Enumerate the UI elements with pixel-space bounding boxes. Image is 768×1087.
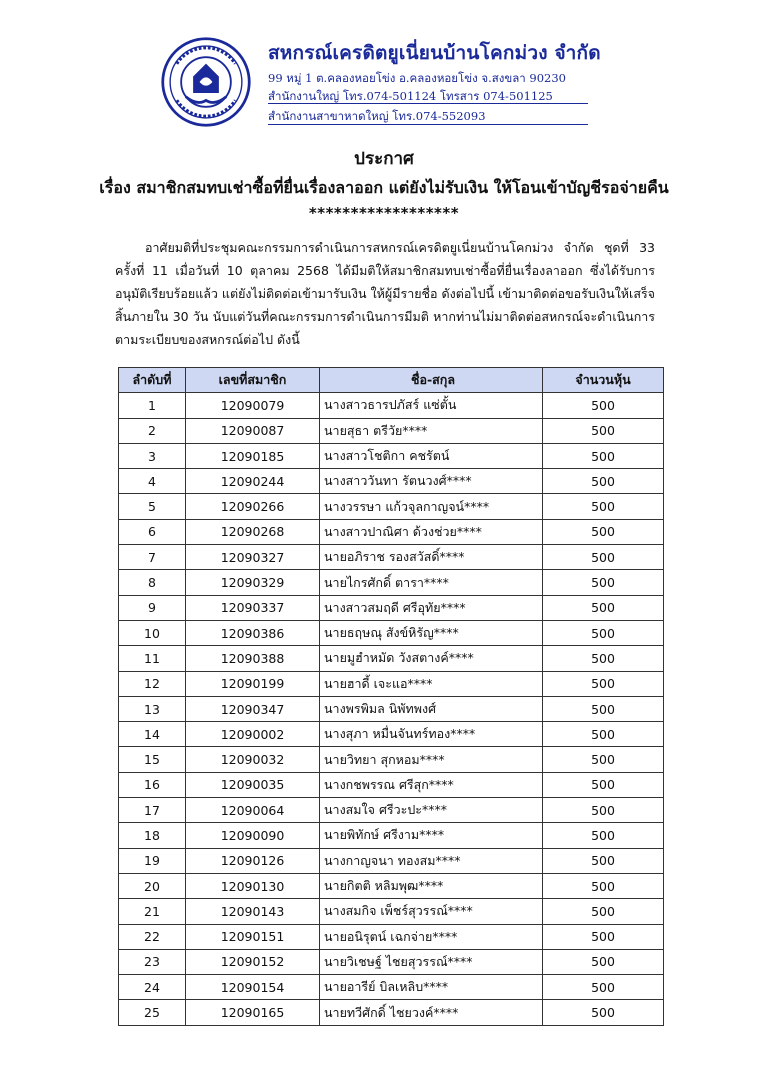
table-row [119, 646, 664, 671]
cell-no: 3 [119, 443, 186, 468]
cell-shares: 500 [543, 620, 664, 645]
cell-no: 25 [119, 1000, 186, 1025]
table-row [119, 570, 664, 595]
cell-no: 21 [119, 899, 186, 924]
header-name: ชื่อ-สกุล [320, 368, 543, 393]
table-row [119, 393, 664, 418]
cell-no: 12 [119, 671, 186, 696]
cell-no: 6 [119, 519, 186, 544]
cell-no: 5 [119, 494, 186, 519]
cell-shares: 500 [543, 443, 664, 468]
cell-name: นายไกรศักดิ์ ตารา**** [320, 570, 543, 595]
cell-name: นางสาวสมฤดี ศรีอุทัย**** [320, 595, 543, 620]
cell-name: นางสาววันทา รัตนวงศ์**** [320, 469, 543, 494]
cell-name: นางพรพิมล นิพัทพงศ์ [320, 696, 543, 721]
table-row [119, 494, 664, 519]
cell-no: 14 [119, 722, 186, 747]
cell-shares: 500 [543, 418, 664, 443]
cell-name: นายมูฮำหมัด วังสตางค์**** [320, 646, 543, 671]
cell-member-id: 12090185 [186, 443, 320, 468]
table-row [119, 1000, 664, 1025]
cell-no: 20 [119, 873, 186, 898]
announcement-separator: ****************** [308, 204, 460, 222]
cell-member-id: 12090337 [186, 595, 320, 620]
announcement-title: ประกาศ [354, 149, 414, 169]
cell-no: 16 [119, 772, 186, 797]
cell-member-id: 12090087 [186, 418, 320, 443]
head-office-contact: สำนักงานใหญ่ โทร.074-501124 โทรสาร 074-501125 [268, 89, 553, 103]
org-name: สหกรณ์เครดิตยูเนี่ยนบ้านโคกม่วง จำกัด [268, 42, 601, 64]
org-address: 99 หมู่ 1 ต.คลองหอยโข่ง อ.คลองหอยโข่ง จ.สงขลา 90230 [268, 71, 566, 85]
cooperative-logo-icon [160, 36, 252, 128]
table-row [119, 924, 664, 949]
table-row [119, 949, 664, 974]
cell-member-id: 12090388 [186, 646, 320, 671]
cell-no: 10 [119, 620, 186, 645]
cell-member-id: 12090327 [186, 545, 320, 570]
cell-name: นางสุภา หมื่นจันทร์ทอง**** [320, 722, 543, 747]
cell-shares: 500 [543, 848, 664, 873]
cell-member-id: 12090126 [186, 848, 320, 873]
cell-member-id: 12090329 [186, 570, 320, 595]
cell-name: นางสาวธารปภัสร์ แซ่ตั้น [320, 393, 543, 418]
cell-name: นางกาญจนา ทองสม**** [320, 848, 543, 873]
table-row [119, 823, 664, 848]
cell-shares: 500 [543, 949, 664, 974]
table-row [119, 595, 664, 620]
cell-member-id: 12090035 [186, 772, 320, 797]
table-header-row [119, 368, 664, 393]
announcement-body [115, 236, 655, 351]
table-row [119, 696, 664, 721]
cell-name: นายธฤษณุ สังข์หิรัญ**** [320, 620, 543, 645]
cell-no: 8 [119, 570, 186, 595]
cell-no: 22 [119, 924, 186, 949]
cell-no: 13 [119, 696, 186, 721]
cell-no: 4 [119, 469, 186, 494]
cell-shares: 500 [543, 772, 664, 797]
cell-shares: 500 [543, 696, 664, 721]
cell-no: 19 [119, 848, 186, 873]
header-shares: จำนวนหุ้น [543, 368, 664, 393]
header-divider [268, 124, 588, 125]
cell-shares: 500 [543, 393, 664, 418]
cell-no: 7 [119, 545, 186, 570]
cell-member-id: 12090032 [186, 747, 320, 772]
cell-member-id: 12090347 [186, 696, 320, 721]
cell-name: นายพิทักษ์ ศรีงาม**** [320, 823, 543, 848]
cell-member-id: 12090244 [186, 469, 320, 494]
cell-shares: 500 [543, 873, 664, 898]
cell-shares: 500 [543, 924, 664, 949]
cell-shares: 500 [543, 570, 664, 595]
cell-member-id: 12090386 [186, 620, 320, 645]
table-row [119, 873, 664, 898]
cell-name: นางสมกิจ เพ็ชร์สุวรรณ์**** [320, 899, 543, 924]
cell-no: 17 [119, 798, 186, 823]
cell-shares: 500 [543, 545, 664, 570]
cell-no: 24 [119, 975, 186, 1000]
header-member-id: เลขที่สมาชิก [186, 368, 320, 393]
cell-shares: 500 [543, 519, 664, 544]
cell-shares: 500 [543, 722, 664, 747]
members-table [118, 367, 664, 1026]
cell-name: นางสาวปาณิศา ด้วงช่วย**** [320, 519, 543, 544]
branch-office-contact: สำนักงานสาขาหาดใหญ่ โทร.074-552093 [268, 109, 486, 123]
table-row [119, 443, 664, 468]
cell-name: นายทวีศักดิ์ ไชยวงค์**** [320, 1000, 543, 1025]
table-row [119, 899, 664, 924]
cell-shares: 500 [543, 975, 664, 1000]
table-row [119, 798, 664, 823]
cell-name: นายอภิราช รองสวัสดิ์**** [320, 545, 543, 570]
cell-member-id: 12090090 [186, 823, 320, 848]
table-row [119, 671, 664, 696]
table-row [119, 975, 664, 1000]
table-row [119, 747, 664, 772]
cell-no: 23 [119, 949, 186, 974]
table-row [119, 519, 664, 544]
cell-name: นางกชพรรณ ศรีสุก**** [320, 772, 543, 797]
cell-shares: 500 [543, 494, 664, 519]
cell-member-id: 12090266 [186, 494, 320, 519]
cell-no: 18 [119, 823, 186, 848]
cell-name: นายอนิรุตน์ เฉกจ่าย**** [320, 924, 543, 949]
cell-member-id: 12090165 [186, 1000, 320, 1025]
cell-no: 2 [119, 418, 186, 443]
cell-name: นายวิเชษฐ์ ไชยสุวรรณ์**** [320, 949, 543, 974]
cell-shares: 500 [543, 646, 664, 671]
cell-name: นางสมใจ ศรีวะปะ**** [320, 798, 543, 823]
table-row [119, 469, 664, 494]
cell-shares: 500 [543, 469, 664, 494]
cell-member-id: 12090130 [186, 873, 320, 898]
cell-member-id: 12090268 [186, 519, 320, 544]
cell-shares: 500 [543, 899, 664, 924]
cell-shares: 500 [543, 823, 664, 848]
cell-member-id: 12090079 [186, 393, 320, 418]
cell-member-id: 12090143 [186, 899, 320, 924]
table-row [119, 418, 664, 443]
table-row [119, 848, 664, 873]
cell-name: นายฮาดี้ เจะแอ**** [320, 671, 543, 696]
cell-member-id: 12090199 [186, 671, 320, 696]
cell-no: 1 [119, 393, 186, 418]
cell-member-id: 12090064 [186, 798, 320, 823]
cell-member-id: 12090002 [186, 722, 320, 747]
cell-name: นายสุธา ตรีวัย**** [320, 418, 543, 443]
cell-name: นายกิตติ หลิมพุฒ**** [320, 873, 543, 898]
table-row [119, 722, 664, 747]
cell-shares: 500 [543, 747, 664, 772]
cell-shares: 500 [543, 1000, 664, 1025]
cell-shares: 500 [543, 671, 664, 696]
cell-name: นางสาวโชติกา คชรัตน์ [320, 443, 543, 468]
cell-no: 9 [119, 595, 186, 620]
cell-member-id: 12090151 [186, 924, 320, 949]
cell-name: นายอารีย์ บิลเหลิบ**** [320, 975, 543, 1000]
cell-name: นางวรรษา แก้วจุลกาญจน์**** [320, 494, 543, 519]
table-row [119, 620, 664, 645]
cell-shares: 500 [543, 595, 664, 620]
cell-shares: 500 [543, 798, 664, 823]
cell-name: นายวิทยา สุกหอม**** [320, 747, 543, 772]
cell-member-id: 12090154 [186, 975, 320, 1000]
table-row [119, 772, 664, 797]
header-no: ลำดับที่ [119, 368, 186, 393]
table-row [119, 545, 664, 570]
announcement-body-text: อาศัยมติที่ประชุมคณะกรรมการดำเนินการสหกรณ์เครดิตยูเนี่ยนบ้านโคกม่วง จำกัด ชุดที่ 33 ครั้งที่ 11 เมื่อวันที่ 10 ตุลาคม 2568 ได้มีมติให้สมาชิกสมทบเช่าซื้อที่ยื่นเรื่องลาออก ซึ่งได้รับการอนุมัติเรียบร้อยแล้ว แต่ยังไม่ติดต่อเข้ามารับเงิน ให้ผู้มีรายชื่อ ดังต่อไปนี้ เข้ามาติดต่อขอรับเงินให้เสร็จสิ้นภายใน 30 วัน นับแต่วันที่คณะกรรมการดำเนินการมีมติ หากท่านไม่มาติดต่อสหกรณ์จะดำเนินการตามระเบียบของสหกรณ์ต่อไป ดังนี้ [115, 240, 655, 347]
announcement-subject: เรื่อง สมาชิกสมทบเช่าซื้อที่ยื่นเรื่องลาออก แต่ยังไม่รับเงิน ให้โอนเข้าบัญชีรอจ่ายคืน [99, 178, 669, 197]
cell-member-id: 12090152 [186, 949, 320, 974]
cell-no: 11 [119, 646, 186, 671]
cell-no: 15 [119, 747, 186, 772]
